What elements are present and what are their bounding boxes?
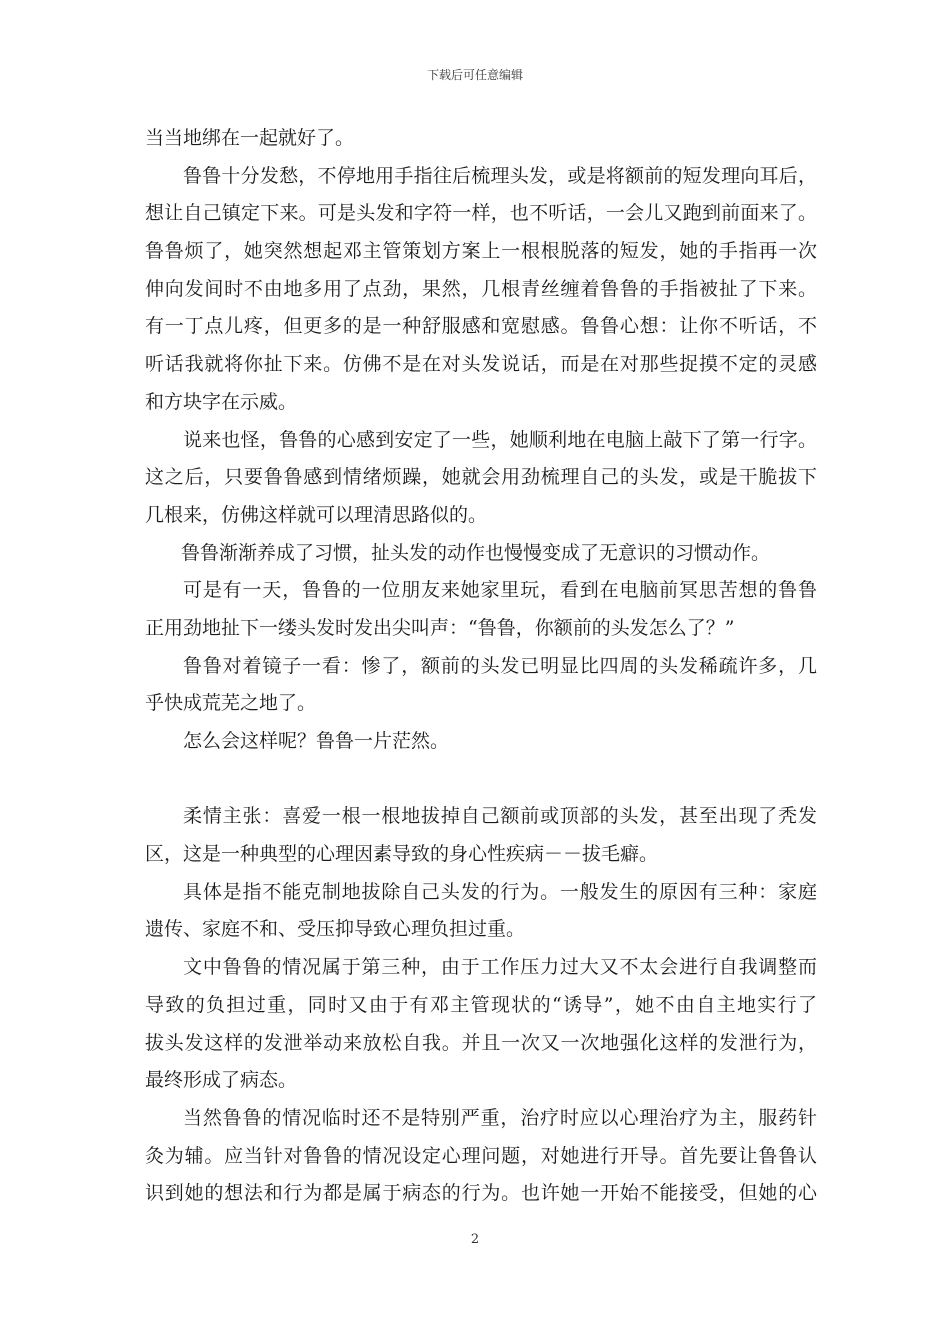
page-number: 2 (470, 1232, 480, 1247)
text-line: 可是有一天，鲁鲁的一位朋友来她家里玩，看到在电脑前冥思苦想的鲁鲁 (183, 579, 817, 602)
text-line: 和方块字在示威。 (145, 390, 298, 413)
text-line: 鲁鲁烦了，她突然想起邓主管策划方案上一根根脱落的短发，她的手指再一次 (145, 240, 817, 263)
blank-line (145, 761, 817, 799)
text-line: 正用劲地扯下一缕头发时发出尖叫声：“鲁鲁，你额前的头发怎么了？” (145, 616, 735, 639)
text-line: 最终形成了病态。 (145, 1069, 298, 1092)
text-line: 伸向发间时不由地多用了点劲，果然，几根青丝缠着鲁鲁的手指被扯了下来。 (145, 277, 817, 300)
text-line: 鲁鲁渐渐养成了习惯，扯头发的动作也慢慢变成了无意识的习惯动作。 (181, 541, 771, 564)
text-line: 导致的负担过重，同时又由于有邓主管现状的“诱导”，她不由自主地实行了 (145, 993, 817, 1016)
text-line: 当当地绑在一起就好了。 (145, 127, 355, 149)
text-line: 听话我就将你扯下来。仿佛不是在对头发说话，而是在对那些捉摸不定的灵感 (145, 353, 817, 376)
text-line: 区，这是一种典型的心理因素导致的身心性疾病－－拔毛癖。 (145, 843, 659, 866)
text-line: 文中鲁鲁的情况属于第三种，由于工作压力过大又不太会进行自我调整而 (183, 956, 817, 979)
text-line: 识到她的想法和行为都是属于病态的行为。也许她一开始不能接受，但她的心 (145, 1182, 817, 1205)
text-line: 柔情主张：喜爱一根一根地拔掉自己额前或顶部的头发，甚至出现了秃发 (183, 805, 817, 828)
document-body (145, 120, 817, 1213)
text-line: 说来也怪，鲁鲁的心感到安定了一些，她顺利地在电脑上敲下了第一行字。 (183, 428, 817, 451)
text-line: 想让自己镇定下来。可是头发和字符一样，也不听话，一会儿又跑到前面来了。 (145, 202, 817, 225)
text-line: 鲁鲁十分发愁，不停地用手指往后梳理头发，或是将额前的短发理向耳后， (183, 164, 817, 187)
text-line: 当然鲁鲁的情况临时还不是特别严重，治疗时应以心理治疗为主，服药针 (183, 1106, 817, 1129)
text-line: 乎快成荒芜之地了。 (145, 692, 317, 715)
text-line: 怎么会这样呢？鲁鲁一片茫然。 (183, 730, 450, 752)
text-line: 几根来，仿佛这样就可以理清思路似的。 (145, 503, 488, 526)
text-line: 拔头发这样的发泄举动来放松自我。并且一次又一次地强化这样的发泄行为， (145, 1031, 817, 1054)
text-line: 鲁鲁对着镜子一看：惨了，额前的头发已明显比四周的头发稀疏许多，几 (183, 654, 817, 677)
text-line: 灸为辅。应当针对鲁鲁的情况设定心理问题，对她进行开导。首先要让鲁鲁认 (145, 1144, 817, 1167)
text-line: 这之后，只要鲁鲁感到情绪烦躁，她就会用劲梳理自己的头发，或是干脆拔下 (145, 466, 817, 489)
text-line: 遗传、家庭不和、受压抑导致心理负担过重。 (145, 918, 526, 941)
text-line: 具体是指不能克制地拔除自己头发的行为。一般发生的原因有三种：家庭 (183, 880, 817, 903)
text-line: 有一丁点儿疼，但更多的是一种舒服感和宽慰感。鲁鲁心想：让你不听话，不 (145, 315, 817, 338)
page-header: 下载后可任意编辑 (426, 68, 523, 82)
